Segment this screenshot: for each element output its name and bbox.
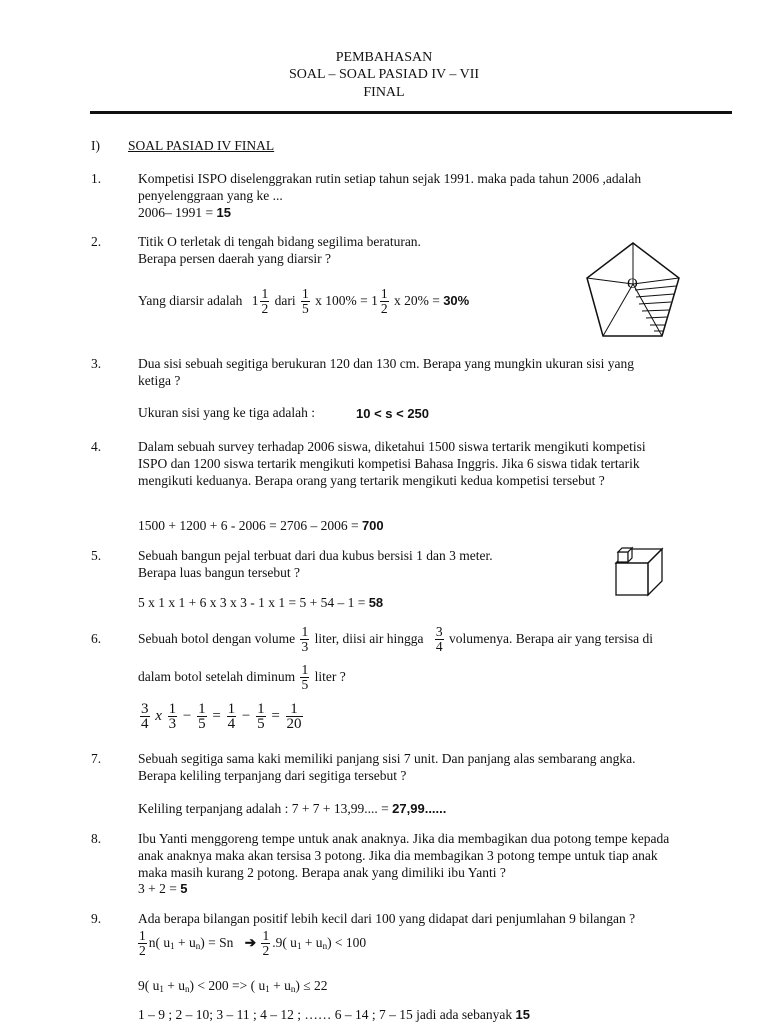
q5-text-line2: Berapa luas bangun tersebut ? xyxy=(138,565,300,580)
q4-text-line1: Dalam sebuah survey terhadap 2006 siswa, diketahui 1500 siswa tertarik mengikuti kompetisi xyxy=(138,439,646,454)
q2-intro: Yang diarsir adalah xyxy=(138,293,243,308)
q8-text-line1: Ibu Yanti menggoreng tempe untuk anak anaknya. Jika dia membagikan dua potong tempe kepada xyxy=(138,831,670,846)
q9-formula1: $\frac{1}{2}$ n( $u_1 + u_n) = Sn$ ➔ $\frac{1}{2}$ .9( $u_1 + u_n) < 100$ xyxy=(139,928,367,959)
pentagon-center-label: O xyxy=(627,276,638,292)
q5-number: 5. xyxy=(91,548,102,563)
q7-answer-line xyxy=(138,800,446,817)
q6-text-b: liter, diisi air hingga xyxy=(314,631,424,646)
header-rule xyxy=(90,111,732,114)
q6-s-frac3: $\frac{1}{5}$ xyxy=(198,701,206,733)
q2-whole2: 1 xyxy=(371,293,378,308)
q2-answer: 30% xyxy=(443,293,470,308)
q3-number: 3. xyxy=(91,356,102,371)
q2-percent1: x 100% = xyxy=(315,293,368,308)
q6-fraction-volume: $\frac{1}{3}$ xyxy=(301,624,309,655)
q6-s-frac5: $\frac{1}{5}$ xyxy=(257,701,265,733)
q9-answer-line xyxy=(138,1006,530,1023)
q8-answer-line xyxy=(138,880,187,897)
q5-text-line1: Sebuah bangun pejal terbuat dari dua kubus bersisi 1 dan 3 meter. xyxy=(138,548,493,563)
q2-number: 2. xyxy=(91,234,102,249)
doc-subtitle-final: FINAL xyxy=(363,85,405,100)
q6-s-frac1: $\frac{3}{4}$ xyxy=(141,701,149,733)
q2-text-line1: Titik O terletak di tengah bidang segilima beraturan. xyxy=(138,234,421,249)
q3-text-line1: Dua sisi sebuah segitiga berukuran 120 dan 130 cm. Berapa yang mungkin ukuran sisi yang xyxy=(138,356,635,371)
q9-answer: 15 xyxy=(515,1007,530,1022)
doc-title: PEMBAHASAN xyxy=(335,50,433,65)
q7-text-line2: Berapa keliling terpanjang dari segitiga tersebut ? xyxy=(138,768,407,783)
q6-text-d: dalam botol setelah diminum xyxy=(138,669,296,684)
q3-intro: Ukuran sisi yang ke tiga adalah : xyxy=(138,405,315,420)
q2-fraction1: $\frac{1}{2}$ xyxy=(261,286,269,317)
pentagon-figure xyxy=(585,238,685,342)
q6-number: 6. xyxy=(91,631,102,646)
q6-text-line1 xyxy=(138,622,653,656)
doc-subtitle: SOAL – SOAL PASIAD IV – VII xyxy=(288,67,480,82)
q3-text-line2: ketiga ? xyxy=(138,373,181,388)
q6-text-c: volumenya. Berapa air yang tersisa di xyxy=(449,631,653,646)
q7-number: 7. xyxy=(91,751,102,766)
q6-s-frac2: $\frac{1}{3}$ xyxy=(168,701,177,733)
q9-frac-half2: $\frac{1}{2}$ xyxy=(262,928,270,959)
q2-percent2: x 20% = xyxy=(393,293,440,308)
q2-solution xyxy=(138,281,469,321)
q1-text-line1: Kompetisi ISPO diselenggrakan rutin setiap tahun sejak 1991. maka pada tahun 2006 ,adalah xyxy=(138,171,642,186)
q1-answer: 15 xyxy=(216,205,231,220)
q9-number: 9. xyxy=(91,911,102,926)
q6-text-line2 xyxy=(138,660,346,694)
q5-calc: 5 x 1 x 1 + 6 x 3 x 3 - 1 x 1 = 5 + 54 – 1 = xyxy=(138,595,366,610)
cube-figure xyxy=(611,543,671,599)
section-title: SOAL PASIAD IV FINAL xyxy=(128,138,275,153)
q6-text-e: liter ? xyxy=(314,669,346,684)
q6-fraction-fill: $\frac{3}{4}$ xyxy=(435,624,443,655)
q6-text-a: Sebuah botol dengan volume xyxy=(138,631,296,646)
q6-fraction-drink: $\frac{1}{5}$ xyxy=(301,662,309,693)
q9-text-line1: Ada berapa bilangan positif lebih kecil dari 100 yang didapat dari penjumlahan 9 bilangan ? xyxy=(138,911,636,926)
q2-fraction2: $\frac{1}{5}$ xyxy=(301,286,309,317)
q1-calc: 2006– 1991 = xyxy=(138,205,214,220)
q4-number: 4. xyxy=(91,439,102,454)
q3-answer: 10 < s < 250 xyxy=(356,406,430,421)
q2-dari: dari xyxy=(274,293,296,308)
q5-answer-line xyxy=(138,594,383,611)
q6-s-times: x xyxy=(155,708,162,724)
q4-answer: 700 xyxy=(361,518,384,533)
q8-text-line2: anak anaknya maka akan tersisa 3 potong. Jika dia membagikan 3 potong tempe untuk tiap anak xyxy=(138,848,658,863)
q1-number: 1. xyxy=(91,171,102,186)
q8-answer: 5 xyxy=(180,881,188,896)
q7-intro: Keliling terpanjang adalah : 7 + 7 + 13,99.... = xyxy=(138,801,389,816)
q2-text-line2: Berapa persen daerah yang diarsir ? xyxy=(138,251,332,266)
q4-text-line2: ISPO dan 1200 siswa tertarik mengikuti kompetisi Bahasa Inggris. Jika 6 siswa tidak tertarik xyxy=(138,456,640,471)
q9-formula2: 9( $u_1 + u_n) < 200$ => ( $u_1 + u_n) \le 22$ xyxy=(138,978,328,994)
q8-calc: 3 + 2 = xyxy=(138,881,177,896)
q8-number: 8. xyxy=(91,831,102,846)
q9-frac-half1: $\frac{1}{2}$ xyxy=(139,928,146,959)
q6-solution: $\frac{3}{4}$ x $\frac{1}{3}$ − $\frac{1}{5}$ = $\frac{1}{4}$ − $\frac{1}{5}$ = $\frac{1}{20}$ xyxy=(141,701,302,733)
q4-answer-line xyxy=(138,517,384,534)
q4-text-line3: mengikuti keduanya. Berapa orang yang tertarik mengikuti kedua kompetisi tersebut ? xyxy=(138,473,605,488)
section-number: I) xyxy=(91,138,100,153)
q7-text-line1: Sebuah segitiga sama kaki memiliki panjang sisi 7 unit. Dan panjang alas sembarang angka. xyxy=(138,751,636,766)
q6-s-frac4: $\frac{1}{4}$ xyxy=(227,701,236,733)
q1-answer-line xyxy=(138,204,231,221)
q9-list: 1 – 9 ; 2 – 10; 3 – 11 ; 4 – 12 ; …… 6 – 14 ; 7 – 15 jadi ada sebanyak xyxy=(138,1007,513,1022)
q7-answer: 27,99...... xyxy=(392,801,447,816)
q6-s-frac6: $\frac{1}{20}$ xyxy=(286,701,302,733)
q4-calc: 1500 + 1200 + 6 - 2006 = 2706 – 2006 = xyxy=(138,518,359,533)
q5-answer: 58 xyxy=(368,595,384,610)
q2-fraction3: $\frac{1}{2}$ xyxy=(380,286,388,317)
q1-text-line2: penyelenggraan yang ke ... xyxy=(138,188,283,203)
q2-whole1: 1 xyxy=(251,293,259,308)
q8-text-line3: maka masih kurang 2 potong. Berapa anak yang dimiliki ibu Yanti ? xyxy=(138,865,506,880)
arrow-right-icon: ➔ xyxy=(244,935,257,950)
